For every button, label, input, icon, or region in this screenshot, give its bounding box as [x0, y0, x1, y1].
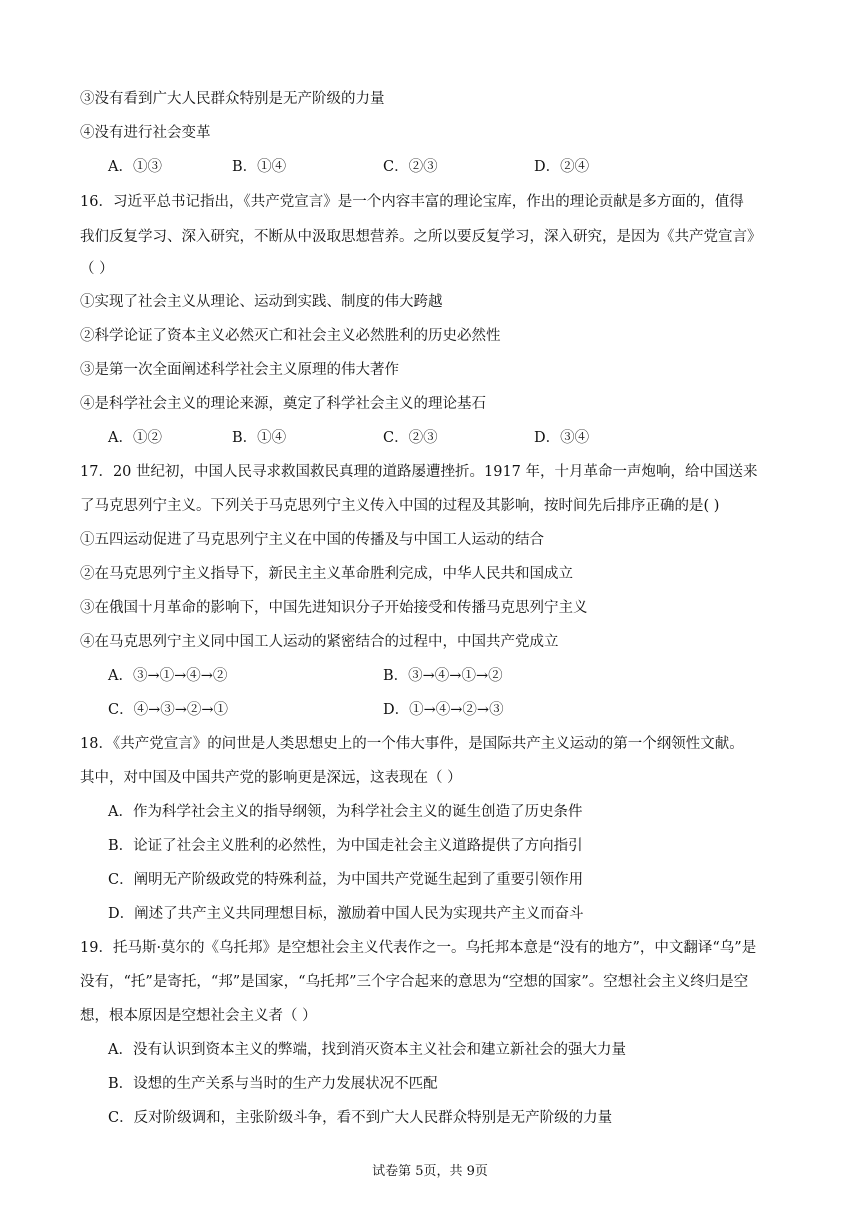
- q16-item-1: ①实现了社会主义从理论、运动到实践、制度的伟大跨越: [80, 294, 443, 310]
- q16-answer-blank: （ ）: [80, 261, 114, 277]
- q16-option-d: D．③④: [534, 430, 590, 446]
- q16-stem-line-2: 我们反复学习、深入研究，不断从中汲取思想营养。之所以要反复学习，深入研究，是因为《共产党宣言》: [80, 229, 762, 245]
- q15-option-a: A．①③: [108, 159, 162, 175]
- q16-item-3: ③是第一次全面阐述科学社会主义原理的伟大著作: [80, 362, 399, 378]
- q17-option-a: A．③→①→④→②: [108, 668, 228, 684]
- q17-item-2: ②在马克思列宁主义指导下，新民主主义革命胜利完成，中华人民共和国成立: [80, 566, 573, 582]
- q17-stem-line-1: 17．20 世纪初，中国人民寻求救国救民真理的道路屡遭挫折。1917 年，十月革命一声炮响，给中国送来: [80, 464, 758, 480]
- q19-option-b: B．设想的生产关系与当时的生产力发展状况不匹配: [108, 1076, 438, 1092]
- q16-option-b: B．①④: [232, 430, 287, 446]
- q17-item-3: ③在俄国十月革命的影响下，中国先进知识分子开始接受和传播马克思列宁主义: [80, 600, 588, 616]
- q17-option-c: C．④→③→②→①: [108, 702, 229, 718]
- q16-option-c: C．②③: [383, 430, 438, 446]
- q18-option-a: A．作为科学社会主义的指导纲领，为科学社会主义的诞生创造了历史条件: [108, 804, 583, 820]
- q16-stem-line-1: 16．习近平总书记指出，《共产党宣言》是一个内容丰富的理论宝库，作出的理论贡献是多方面的，值得: [80, 194, 744, 210]
- q19-option-c: C．反对阶级调和，主张阶级斗争，看不到广大人民群众特别是无产阶级的力量: [108, 1110, 613, 1126]
- q18-stem-line-1: 18．《共产党宣言》的问世是人类思想史上的一个伟大事件，是国际共产主义运动的第一个纲领性文献。: [80, 736, 744, 752]
- q15-option-d: D．②④: [534, 159, 590, 175]
- q19-stem-line-2: 没有，“托”是寄托，“邦”是国家，“乌托邦”三个字合起来的意思为“空想的国家”。空想社会主义终归是空: [80, 974, 749, 990]
- q17-stem-line-2: 了马克思列宁主义。下列关于马克思列宁主义传入中国的过程及其影响，按时间先后排序正确的是( ): [80, 498, 720, 514]
- q18-option-c: C．阐明无产阶级政党的特殊利益，为中国共产党诞生起到了重要引领作用: [108, 872, 584, 888]
- q16-option-a: A．①②: [108, 430, 162, 446]
- q15-item-3: ③没有看到广大人民群众特别是无产阶级的力量: [80, 91, 385, 107]
- q19-stem-line-1: 19．托马斯·莫尔的《乌托邦》是空想社会主义代表作之一。乌托邦本意是“没有的地方”，中文翻译“乌”是: [80, 940, 757, 956]
- q15-item-4: ④没有进行社会变革: [80, 125, 211, 141]
- q18-stem-line-2: 其中，对中国及中国共产党的影响更是深远，这表现在（ ）: [80, 770, 462, 786]
- q19-stem-line-3: 想，根本原因是空想社会主义者（ ）: [80, 1008, 317, 1024]
- q15-option-c: C．②③: [383, 159, 438, 175]
- q17-item-4: ④在马克思列宁主义同中国工人运动的紧密结合的过程中，中国共产党成立: [80, 634, 559, 650]
- q17-item-1: ①五四运动促进了马克思列宁主义在中国的传播及与中国工人运动的结合: [80, 532, 544, 548]
- q18-option-d: D．阐述了共产主义共同理想目标，激励着中国人民为实现共产主义而奋斗: [108, 906, 584, 922]
- q16-item-4: ④是科学社会主义的理论来源，奠定了科学社会主义的理论基石: [80, 396, 486, 412]
- q17-option-b: B．③→④→①→②: [383, 668, 503, 684]
- q18-option-b: B．论证了社会主义胜利的必然性，为中国走社会主义道路提供了方向指引: [108, 838, 583, 854]
- q19-option-a: A．没有认识到资本主义的弊端，找到消灭资本主义社会和建立新社会的强大力量: [108, 1042, 626, 1058]
- page-footer: 试卷第 5页，共 9页: [372, 1164, 488, 1179]
- q15-option-b: B．①④: [232, 159, 287, 175]
- q17-option-d: D．①→④→②→③: [383, 702, 504, 718]
- q16-item-2: ②科学论证了资本主义必然灭亡和社会主义必然胜利的历史必然性: [80, 328, 501, 344]
